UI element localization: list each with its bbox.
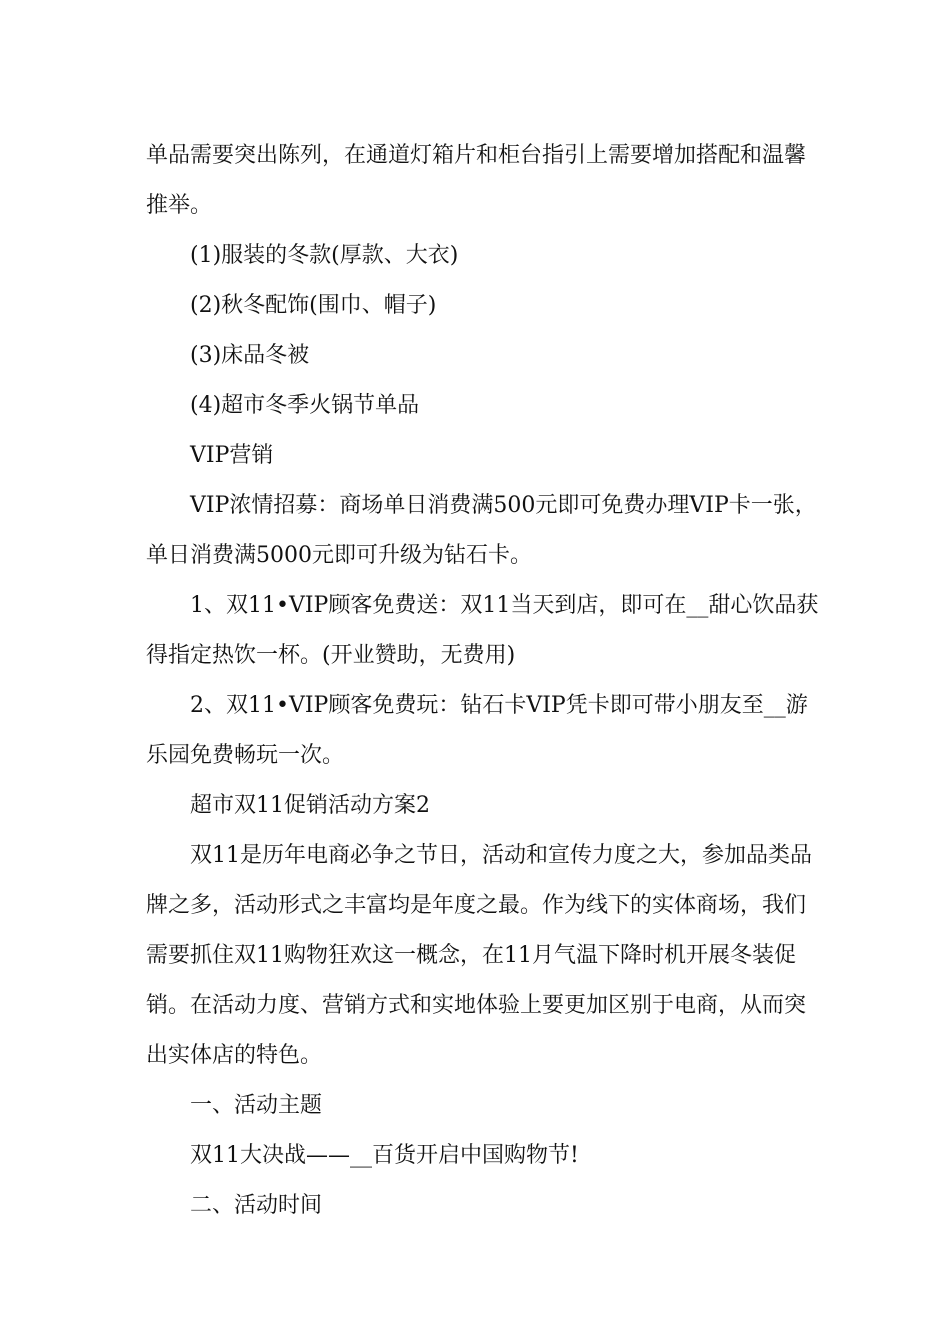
list-item-winter-clothing: (1)服装的冬款(厚款、大衣) [190,243,459,268]
list-item-accessories: (2)秋冬配饰(围巾、帽子) [190,293,437,318]
list-item-hotpot: (4)超市冬季火锅节单品 [190,393,420,418]
list-item-bedding: (3)床品冬被 [190,343,310,368]
heading-plan-2: 超市双11促销活动方案2 [190,793,430,818]
paragraph-plan-intro: 双11是历年电商必争之节日，活动和宣传力度之大，参加品类品牌之多，活动形式之丰富均是年度之最。作为线下的实体商场，我们需要抓住双11购物狂欢这一概念，在11月气温下降时机开展冬装促销。在活动力度、营销方式和实地体验上要更加区别于电商，从而突出实体店的特色。 [146,843,812,1068]
heading-activity-theme: 一、活动主题 [190,1093,323,1118]
paragraph-vip-free-drink: 1、双11•VIP顾客免费送：双11当天到店，即可在__甜心饮品获得指定热饮一杯。(开业赞助，无费用) [146,593,819,668]
heading-vip-marketing: VIP营销 [190,443,274,468]
paragraph-theme-slogan: 双11大决战——__百货开启中国购物节! [190,1143,579,1168]
document-body [146,131,826,1231]
paragraph-vip-recruitment: VIP浓情招募：商场单日消费满500元即可免费办理VIP卡一张，单日消费满5000元即可升级为钻石卡。 [146,493,817,568]
paragraph-display-recommendation: 单品需要突出陈列，在通道灯箱片和柜台指引上需要增加搭配和温馨推举。 [146,143,807,218]
heading-activity-time: 二、活动时间 [190,1193,323,1218]
paragraph-vip-free-play: 2、双11•VIP顾客免费玩：钻石卡VIP凭卡即可带小朋友至__游乐园免费畅玩一次。 [146,693,808,768]
